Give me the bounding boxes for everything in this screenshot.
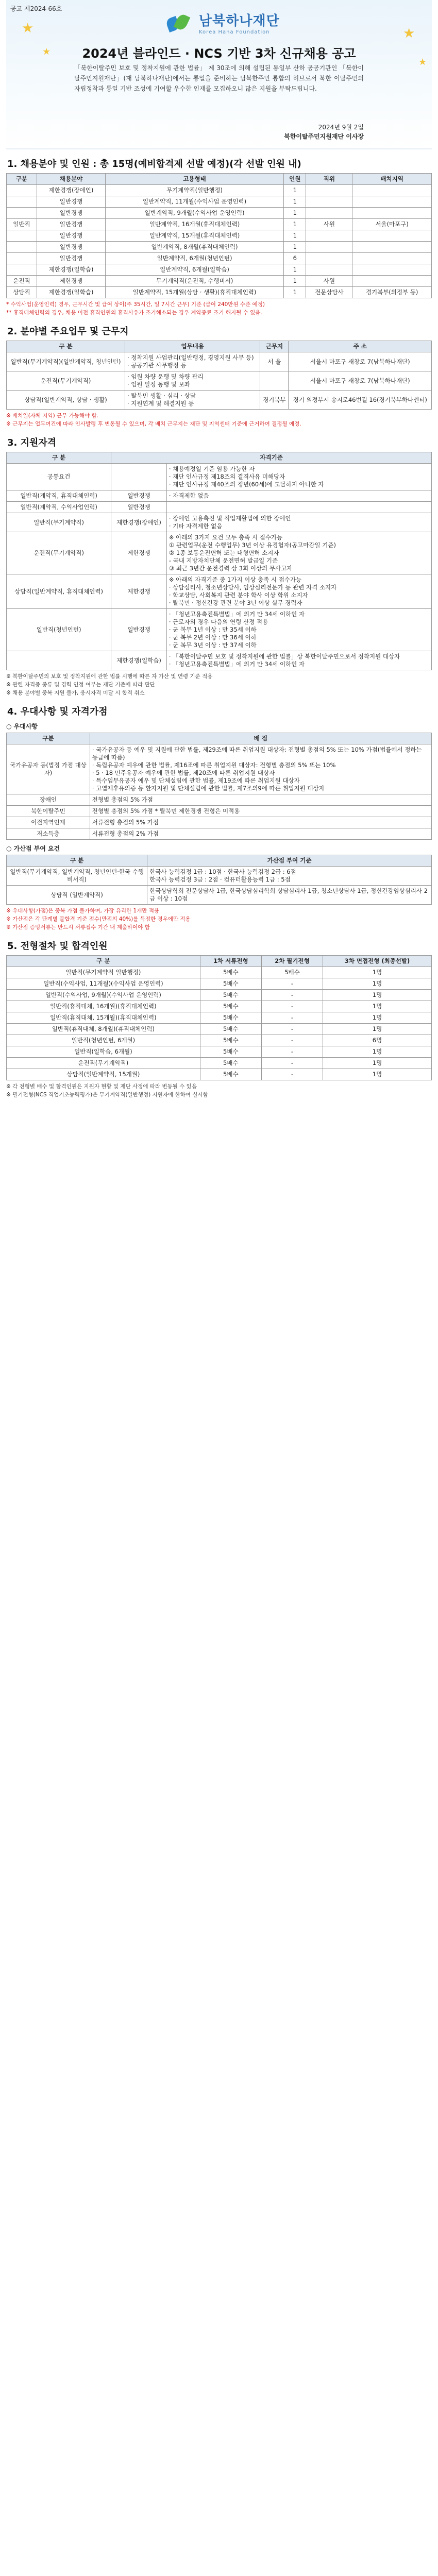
table-cell: 경기 의정부시 송지로46번길 16(경기북부하나센터) [289,391,432,410]
table-cell: 운전직(무기계약직) [7,1058,200,1069]
table-row [7,817,432,828]
table-row [7,867,432,886]
star-icon: ★ [42,46,51,57]
table-row [7,513,432,532]
table-cell: · 탈북민 생활 · 심리 · 상담 · 지원연계 및 해결지원 등 [125,391,260,410]
table-cell [260,371,289,391]
s2.head-header: 구 분 [7,341,125,352]
table-cell: · 장애인 고용촉진 및 직업재활법에 의한 장애인 · 기타 자격제한 없음 [166,513,431,532]
table-cell: 일반계약직, 16개월(휴직대체인력) [106,219,284,230]
s2.head-header: 근무지 [260,341,289,352]
table-cell: 전형별 총점의 5% 가점 * 탈북민 제한경쟁 전형은 미적용 [90,806,431,817]
table-cell: 제한경쟁 [37,276,105,287]
s3.head-header: 자격기준 [111,452,432,464]
page-title: 2024년 블라인드 · NCS 기반 3차 신규채용 공고 [82,46,356,61]
table-cell: 1명 [323,990,432,1001]
table-cell: 5배수 [200,1024,261,1035]
table-row [7,287,432,298]
leaf-logo-icon [166,12,194,33]
table-row [7,1024,432,1035]
s4.head-header: 구분 [7,733,90,744]
table-cell: 5배수 [200,978,261,990]
table-cell: - [261,1046,323,1058]
table-cell: 북한이탈주민 [7,806,90,817]
table-cell [352,276,432,287]
table-row [7,464,432,490]
s1.head-header: 직위 [306,174,352,185]
s1.head-header: 구분 [7,174,37,185]
table-cell: · 「북한이탈주민 보호 및 정착지원에 관한 법률」상 북한이탈주민으로서 정착지원 대상자 · 「청년고용촉진특별법」에 의거 만 34세 이하인 자 [166,651,431,670]
table-cell [7,185,37,196]
table-row [7,208,432,219]
announcement-date [284,123,364,141]
s5.head-header: 2차 필기전형 [261,956,323,967]
table-cell: 5배수 [200,1001,261,1012]
table-row [7,264,432,276]
table-cell: · 채용예정일 기준 임용 가능한 자 · 재단 인사규정 제18조의 결격사유 미해당자 · 재단 인사규정 제40조의 정년(60세)에 도달하지 아니한 자 [166,464,431,490]
section-4-notes [6,907,432,931]
qualification-table [6,452,432,670]
table-cell: 일반직(휴직대체, 16개월)(휴직대체인력) [7,1001,200,1012]
table-row [7,371,432,391]
table-cell: 사원 [306,219,352,230]
table-cell: 서울시 마포구 새창로 7(남북하나재단) [289,352,432,371]
table-cell [352,264,432,276]
table-cell: 공통요건 [7,464,111,490]
table-cell: 일반경쟁 [111,609,167,651]
table-cell: 국가유공자 등(법정 가점 대상자) [7,744,90,794]
table-cell: 제한경쟁(일학습) [37,264,105,276]
table-cell: 서울시 마포구 새창로 7(남북하나재단) [289,371,432,391]
table-cell: 6 [284,253,306,264]
table-cell [7,196,37,208]
note-line: ※ 우대사항(가점)은 중복 가점 불가하며, 가장 유리한 1개만 적용 [6,908,160,914]
section-1-title: 1. 채용분야 및 인원 : 총 15명(예비합격제 선발 예정)(각 선발 인원 내) [7,159,301,170]
section-3-notes [6,672,432,697]
table-cell [306,253,352,264]
table-cell: 일반직(일학습, 6개월) [7,1046,200,1058]
table-cell: 제한경쟁(장애인) [37,185,105,196]
table-row [7,230,432,242]
section-3-title: 3. 지원자격 [7,437,57,448]
table-cell: 1 [284,185,306,196]
duties-table [6,341,432,410]
table-cell: 경기북부 [260,391,289,410]
section-5-title: 5. 전형절차 및 합격인원 [7,941,108,952]
table-row [7,1069,432,1080]
table-cell: 일반직(수익사업, 11개월)(수익사업 운영인력) [7,978,200,990]
table-cell [7,230,37,242]
table-cell: 운전직 [7,276,37,287]
table-row [7,242,432,253]
table-cell: 저소득층 [7,828,90,840]
table-cell [111,464,167,490]
table-cell: 1 [284,242,306,253]
table-cell [352,253,432,264]
table-row [7,806,432,817]
table-cell: 일반직 [7,219,37,230]
table-cell: 6명 [323,1035,432,1046]
table-cell: · 자격제한 없음 [166,490,431,502]
table-row [7,1058,432,1069]
table-row [7,744,432,794]
intro-text: 「북한이탈주민 보호 및 정착지원에 관한 법률」 제 30조에 의해 설립된 통일부 산하 공공기관인 「북한이탈주민지원재단」(재 남북하나재단)에서는 통일을 준비하는 남북한주민 통합의 허브로서 북한 이탈주민의 자립정착과 통일 기반 조성에 기여할 우수한 인재를 모집하오니 많은 지원을 부탁드립니다. [74,64,364,92]
s5.head-header: 3차 면접전형 (최종선발) [323,956,432,967]
table-cell: 한국상담학회 전문상담사 1급, 한국상담심리학회 상담심리사 1급, 청소년상담사 1급, 정신건강임상심리사 2급 이상 : 10점 [147,886,432,905]
table-cell: 1 [284,276,306,287]
table-cell [352,230,432,242]
note-line: ※ 가산점 증빙서류는 반드시 서류접수 기간 내 제출하여야 함 [6,924,150,930]
bonus-table [6,855,432,905]
table-cell: 일반경쟁 [37,219,105,230]
table-row [7,253,432,264]
table-row [7,276,432,287]
table-row [7,391,432,410]
table-row [7,978,432,990]
table-cell: 상담직(일반계약직, 15개월) [7,1069,200,1080]
note-line: ※ 북한이탈주민의 보호 및 정착지원에 관한 법률 시행에 따른 자 가산 및 연령 기준 적용 [6,673,213,680]
table-cell: 운전직(무기계약직) [7,532,111,574]
table-cell [352,185,432,196]
table-cell: 무기계약직(운전직, 수행비서) [106,276,284,287]
table-row [7,219,432,230]
table-cell: · 「청년고용촉진특별법」에 의거 만 34세 이하인 자 · 근로자의 경우 다음의 연령 산정 적용 · 군 복무 1년 이상 : 만 35세 이하 · 군 복무 2년 이상 : 만 36세 이하 · 군 복무 3년 이상 : 만 37세 이하 [166,609,431,651]
table-cell: 일반경쟁 [37,253,105,264]
table-cell: 일반직(무기계약직 일반행정) [7,967,200,978]
table-cell: 1명 [323,1058,432,1069]
table-cell: 장애인 [7,794,90,806]
table-row [7,1035,432,1046]
table-row [7,532,432,574]
table-cell: 일반경쟁 [37,196,105,208]
s1.head-header: 배치지역 [352,174,432,185]
table-cell: 일반계약직, 6개월(일학습) [106,264,284,276]
table-cell: 일반직(청년인턴, 6개월) [7,1035,200,1046]
table-cell: 5배수 [200,1035,261,1046]
note-line: ※ 배치일(자체 지역) 근무 가능해야 함. [6,413,99,419]
table-row [7,490,432,502]
bonus-subtitle: ○ 가산점 부여 요건 [6,845,60,852]
table-row [7,794,432,806]
table-cell: 1 [284,230,306,242]
table-cell: 1명 [323,967,432,978]
table-cell: 제한경쟁(장애인) [111,513,167,532]
publication-number: 공고 제2024-66호 [10,5,62,12]
section-5-notes [6,1082,432,1099]
s5.head-header: 1차 서류전형 [200,956,261,967]
section-2-notes [6,412,432,428]
note-line: ※ 각 전형별 배수 및 합격인원은 지원자 현황 및 재단 사정에 따라 변동될 수 있음 [6,1083,197,1090]
table-cell: 일반경쟁 [37,208,105,219]
table-cell: 1 [284,208,306,219]
table-cell: 일반직(청년인턴) [7,609,111,651]
star-icon: ★ [22,21,34,36]
table-row [7,1046,432,1058]
table-cell: 일반직(무기계약직, 일반계약직, 청년인턴·한국 수행비서직) [7,867,147,886]
note-line: ※ 가산점은 각 단계별 불합격 기준 점수(만점의 40%)를 득점한 경우에만 적용 [6,916,191,922]
table-cell [7,651,111,670]
table-cell: 5배수 [200,1012,261,1024]
table-cell [306,208,352,219]
recruitment-table [6,173,432,298]
table-cell: ※ 아래의 자격기준 중 1가지 이상 충족 시 접수가능 · 상담심리사, 청소년상담사, 임상심리전문가 등 관련 자격 소지자 · 학교상담, 사회복지 관련 분야 학사 이상 학위 소지자 · 탈북민 · 정신건강 관련 분야 3년 이상 실무 경력자 [166,574,431,609]
s1.head-header: 고용형태 [106,174,284,185]
s4.head-header: 배 점 [90,733,431,744]
table-cell: 일반직(휴직대체, 8개월)(휴직대체인력) [7,1024,200,1035]
table-cell: - [261,1001,323,1012]
table-cell: · 임원 차량 운행 및 차량 관리 · 임원 일정 동행 및 보좌 [125,371,260,391]
table-cell [306,264,352,276]
table-cell: 사원 [306,276,352,287]
table-cell: 상담직 (일반계약직) [7,886,147,905]
table-cell: 1 [284,196,306,208]
table-cell: 5배수 [261,967,323,978]
note-line: ※ 필기전형(NCS 직업기초능력평가)은 무기계약직(일반행정) 지원자에 한하여 실시함 [6,1092,208,1098]
table-cell: 일반직(무기계약직) [7,513,111,532]
table-cell [352,208,432,219]
star-icon: ★ [403,26,415,41]
table-cell: 1명 [323,1012,432,1024]
s4.head2-header: 구 분 [7,855,147,867]
table-cell: 일반경쟁 [37,242,105,253]
table-cell: - [261,1035,323,1046]
table-cell: 운전직(무기계약직) [7,371,125,391]
note-line: ※ 채용 분야별 중복 지원 불가, 응시자격 미달 시 합격 취소 [6,690,145,696]
note-line: ** 휴직대체인력의 경우, 채용 이전 휴직인원의 휴직사유가 조기해소되는 경우 계약종료 조기 해지될 수 있음. [6,310,262,316]
table-cell: 1 [284,264,306,276]
table-row [7,502,432,513]
table-cell [306,196,352,208]
table-cell: 5배수 [200,1069,261,1080]
table-cell [7,242,37,253]
table-cell: 일반계약직, 15개월(상담 · 생활)(휴직대체인력) [106,287,284,298]
table-cell: 일반직(무기계약직)(일반계약직, 청년인턴) [7,352,125,371]
section-4-title: 4. 우대사항 및 자격가점 [7,706,108,717]
table-cell [306,185,352,196]
s1.head-header: 채용분야 [37,174,105,185]
table-row [7,886,432,905]
table-cell: - [261,1012,323,1024]
table-cell: 전문상담사 [306,287,352,298]
note-line: * 수익사업(운영인력) 경우, 근무시간 및 급여 상이(주 35시간, 일 7시간 근무) 기준 (급여 240만원 수준 예정) [6,301,265,308]
table-cell: 서 울 [260,352,289,371]
table-cell: 일반직(수익사업, 9개월)(수익사업 운영인력) [7,990,200,1001]
table-cell: 전형별 총점의 5% 가점 [90,794,431,806]
table-cell: 무기계약직(일반행정) [106,185,284,196]
table-cell: 경기북부(의정부 등) [352,287,432,298]
table-cell: - [261,990,323,1001]
table-cell: 일반계약직, 11개월(수익사업 운영인력) [106,196,284,208]
table-row [7,609,432,651]
table-cell: - [261,978,323,990]
table-row [7,1012,432,1024]
table-cell: 일반계약직, 9개월(수익사업 운영인력) [106,208,284,219]
table-cell: ※ 아래의 3가지 요건 모두 충족 시 접수가능 ① 관련업무(운전 수행업무) 3년 이상 유경험자(공고마감일 기준) ② 1종 보통운전면허 또는 대형면허 소지자 - 국내 지방자치단체 운전면허 발급일 기준 ③ 최근 3년간 운전경력 상 3회 이상의 무사고자 [166,532,431,574]
organization-logo [166,10,280,35]
table-cell [7,264,37,276]
s2.head-header: 업무내용 [125,341,260,352]
table-cell: 일반경쟁 [37,230,105,242]
table-cell: 5배수 [200,990,261,1001]
section-1-notes [6,300,432,317]
table-cell: 5배수 [200,1046,261,1058]
s1.head-header: 인원 [284,174,306,185]
process-table [6,955,432,1080]
table-cell: - [261,1058,323,1069]
header-banner [6,0,432,149]
table-cell: 5배수 [200,967,261,978]
table-cell: 서류전형 총점의 2% 가점 [90,828,431,840]
table-cell: 5배수 [200,1058,261,1069]
table-cell: - [261,1069,323,1080]
table-cell: 상담직(일반계약직, 상담 · 생활) [7,391,125,410]
table-cell [7,208,37,219]
table-row [7,967,432,978]
table-cell: · 국가유공자 등 예우 및 지원에 관한 법률, 제29조에 따른 취업지원 대상자: 전형별 총점의 5% 또는 10% 가점(법률에서 정하는 등급에 따름) · 독립유공자 예우에 관한 법률, 제16조에 따른 취업지원 대상자: 전형별 총점의 5% 또는 10% · 5 · 18 민주유공자 예우에 관한 법률, 제20조에 따른 취업지원 대상자 · 특수임무유공자 예우 및 단체설립에 관한 법률, 제19조에 따른 취업지원 대상자 · 고엽제후유의증 등 환자지원 및 단체설립에 관한 법률, 제7조의9에 따른 취업지원 대상자 [90,744,431,794]
table-cell: 1명 [323,1001,432,1012]
date-text: 2024년 9월 2일 [318,124,364,131]
star-icon: ★ [418,57,427,67]
table-cell [306,230,352,242]
table-cell: 일반계약직, 6개월(청년인턴) [106,253,284,264]
table-cell: 1 [284,219,306,230]
table-cell: 이전지역인재 [7,817,90,828]
table-cell: 제한경쟁(일학습) [111,651,167,670]
table-cell: 1명 [323,1024,432,1035]
table-cell [166,502,431,513]
table-cell [7,253,37,264]
s3.head-header: 구 분 [7,452,111,464]
table-cell [352,196,432,208]
table-cell: 일반경쟁 [111,502,167,513]
org-name-kr: 남북하나재단 [199,13,280,29]
table-row [7,1001,432,1012]
table-row [7,574,432,609]
note-line: ※ 관련 자격증 종류 및 경력 인정 여부는 재단 기준에 따라 판단 [6,682,155,688]
table-row [7,352,432,371]
table-cell: 서류전형 총점의 5% 가점 [90,817,431,828]
table-cell [352,242,432,253]
signer-text: 북한이탈주민지원재단 이사장 [284,133,364,140]
table-cell: 상담직 [7,287,37,298]
table-cell: · 정착지원 사업관리(일반행정, 경영지원 사무 등) · 공공기관 사무행정 등 [125,352,260,371]
table-cell: 제한경쟁 [111,532,167,574]
table-row [7,651,432,670]
table-cell: 제한경쟁(일학습) [37,287,105,298]
table-cell: 상담직(일반계약직, 휴직대체인력) [7,574,111,609]
org-name-en: Korea Hana Foundation [199,29,270,35]
table-cell: 1명 [323,1046,432,1058]
note-line: ※ 근무지는 업무여건에 따라 인사발령 후 변동될 수 있으며, 각 배치 근무지는 재단 및 지역센터 기준에 근거하여 결정될 예정. [6,421,301,427]
table-cell: 일반직(휴직대체, 15개월)(휴직대체인력) [7,1012,200,1024]
table-row [7,185,432,196]
table-cell: - [261,1024,323,1035]
s5.head-header: 구 분 [7,956,200,967]
table-cell: 일반계약직, 15개월(휴직대체인력) [106,230,284,242]
table-row [7,196,432,208]
table-cell: 1명 [323,978,432,990]
s2.head-header: 주 소 [289,341,432,352]
table-cell [306,242,352,253]
table-cell: 일반경쟁 [111,490,167,502]
s4.head2-header: 가산점 부여 기준 [147,855,432,867]
table-cell: 1명 [323,1069,432,1080]
table-cell: 제한경쟁 [111,574,167,609]
table-cell: 일반계약직, 8개월(휴직대체인력) [106,242,284,253]
table-cell: 일반직(계약직, 휴직대체인력) [7,490,111,502]
preference-table [6,733,432,840]
preference-subtitle: ○ 우대사항 [6,723,38,730]
table-cell: 일반직(계약직, 수익사업인력) [7,502,111,513]
table-row [7,990,432,1001]
table-cell: 1 [284,287,306,298]
table-cell: 서울(마포구) [352,219,432,230]
table-cell: 한국사 능력검정 1급 : 10점 · 한국사 능력검정 2급 : 6점 한국사 능력검정 3급 : 2점 · 컴퓨터활용능력 1급 : 5점 [147,867,432,886]
table-row [7,828,432,840]
section-2-title: 2. 분야별 주요업무 및 근무지 [7,326,129,337]
